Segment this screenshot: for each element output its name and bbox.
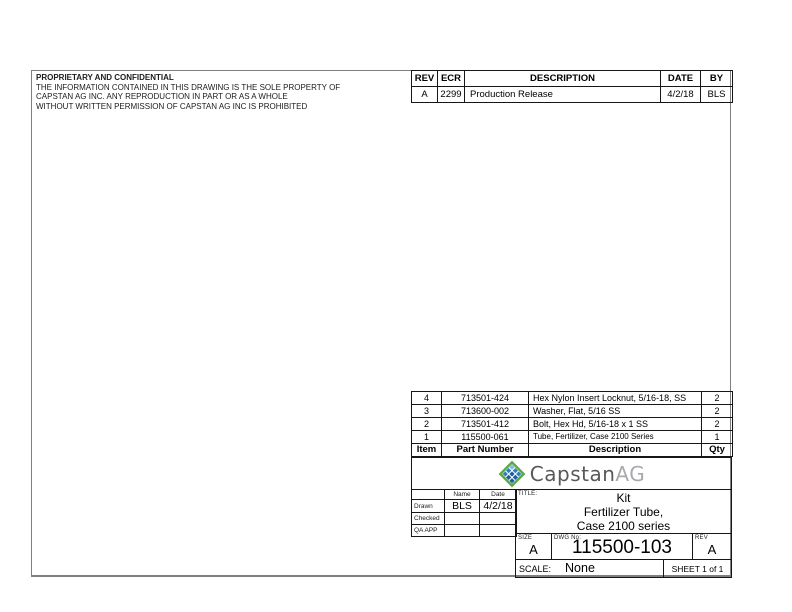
revision-table — [411, 70, 733, 103]
proprietary-notice — [36, 73, 406, 112]
notice-line: THE INFORMATION CONTAINED IN THIS DRAWING IS THE SOLE PROPERTY OF — [36, 82, 341, 92]
dwg-number: 115500-103 — [571, 537, 673, 558]
part-qty: 2 — [702, 392, 733, 405]
size-dwg-rev-row — [515, 533, 732, 560]
scale-label: SCALE: — [519, 563, 552, 574]
blank-cell — [412, 538, 515, 577]
part-item: 4 — [412, 392, 442, 405]
part-number: 713501-424 — [442, 392, 529, 405]
blank-header — [412, 490, 445, 500]
rev-header: REV — [412, 71, 438, 87]
parts-table — [411, 391, 733, 457]
parts-header-row — [412, 444, 733, 457]
drawing-title-line1: Kit — [616, 491, 631, 505]
sheet-number: SHEET 1 of 1 — [671, 563, 724, 574]
revision-row — [412, 87, 733, 103]
rev-cell — [693, 534, 731, 559]
part-row — [412, 431, 733, 444]
part-qty: 1 — [702, 431, 733, 444]
part-description: Bolt, Hex Hd, 5/16-18 x 1 SS — [529, 418, 702, 431]
diamond-logo-icon — [498, 460, 526, 488]
notice-title: PROPRIETARY AND CONFIDENTIAL — [36, 73, 174, 82]
approval-row-drawn — [412, 500, 517, 513]
logo-box — [411, 457, 732, 490]
part-row — [412, 392, 733, 405]
revision-header-row — [412, 71, 733, 87]
name-header: Name — [445, 490, 480, 500]
drawn-label: Drawn — [412, 500, 445, 513]
qa-date — [480, 525, 517, 537]
scale-value: None — [565, 560, 595, 575]
drawing-title-line2: Fertilizer Tube, — [583, 504, 664, 519]
title-box — [515, 489, 732, 534]
dwg-cell — [552, 534, 693, 559]
part-number: 713600-002 — [442, 405, 529, 418]
logo-text-ag: AG — [615, 461, 646, 486]
size-label: SIZE — [518, 535, 533, 541]
part-number: 115500-061 — [442, 431, 529, 444]
qa-app-label: QA APP — [412, 525, 445, 537]
part-row — [412, 418, 733, 431]
logo-text-capstan: Capstan — [529, 461, 616, 486]
date-header: Date — [480, 490, 517, 500]
item-header: Item — [412, 444, 442, 457]
revision-date: 4/2/18 — [661, 87, 701, 103]
checked-name — [445, 513, 480, 525]
approval-row-qa — [412, 525, 517, 537]
revision-by: BLS — [701, 87, 733, 103]
approvals-table — [411, 489, 517, 537]
drawn-date: 4/2/18 — [480, 500, 517, 513]
ecr-header: ECR — [438, 71, 465, 87]
part-qty: 2 — [702, 405, 733, 418]
checked-date — [480, 513, 517, 525]
rev-value: A — [412, 87, 438, 103]
approvals-header-row — [412, 490, 517, 500]
part-item: 2 — [412, 418, 442, 431]
part-row — [412, 405, 733, 418]
size-cell — [516, 534, 552, 559]
title-label: TITLE: — [518, 491, 538, 497]
date-header: DATE — [661, 71, 701, 87]
description-header: Description — [529, 444, 702, 457]
part-description: Hex Nylon Insert Locknut, 5/16-18, SS — [529, 392, 702, 405]
part-item: 1 — [412, 431, 442, 444]
part-number-header: Part Number — [442, 444, 529, 457]
approval-row-checked — [412, 513, 517, 525]
part-item: 3 — [412, 405, 442, 418]
rev-label: REV — [695, 535, 708, 541]
sheet-cell — [663, 560, 731, 577]
drawn-name: BLS — [445, 500, 480, 513]
notice-line: WITHOUT WRITTEN PERMISSION OF CAPSTAN AG INC IS PROHIBITED — [36, 102, 308, 112]
rev-value: A — [707, 542, 717, 557]
ecr-value: 2299 — [438, 87, 465, 103]
drawing-title-line3: Case 2100 series — [576, 518, 671, 533]
qty-header: Qty — [702, 444, 733, 457]
part-description: Tube, Fertilizer, Case 2100 Series — [529, 431, 702, 444]
part-number: 713501-412 — [442, 418, 529, 431]
scale-sheet-row — [515, 559, 732, 578]
dwg-no-label: DWG No: — [554, 535, 582, 541]
description-header: DESCRIPTION — [465, 71, 661, 87]
qa-name — [445, 525, 480, 537]
by-header: BY — [701, 71, 733, 87]
part-description: Washer, Flat, 5/16 SS — [529, 405, 702, 418]
capstan-ag-logo — [498, 460, 645, 488]
scale-cell — [516, 560, 663, 577]
part-qty: 2 — [702, 418, 733, 431]
size-value: A — [529, 542, 538, 557]
checked-label: Checked — [412, 513, 445, 525]
revision-description: Production Release — [465, 87, 661, 103]
notice-line: CAPSTAN AG INC. ANY REPRODUCTION IN PART OR AS A WHOLE — [36, 92, 288, 102]
